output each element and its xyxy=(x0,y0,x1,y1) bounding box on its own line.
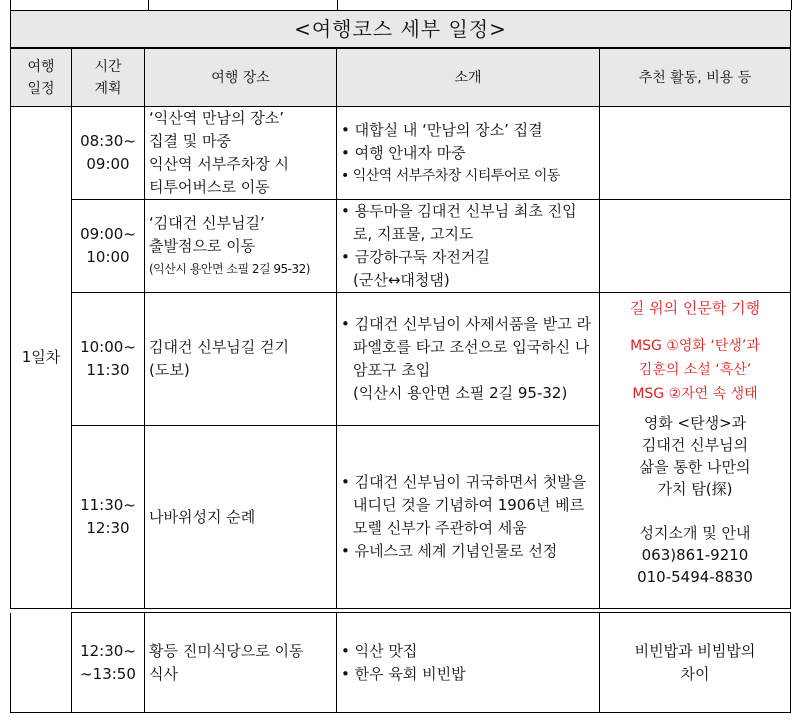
place-cell xyxy=(145,613,337,713)
time-cell: 08:30~ 09:00 xyxy=(72,107,145,200)
time-cell: 11:30~ 12:30 xyxy=(72,426,145,609)
place-line: (도보) xyxy=(149,361,190,379)
place-line: 익산역 서부주차장 시 xyxy=(149,155,289,173)
intro-cell xyxy=(337,293,600,426)
place-line: 나바위성지 순례 xyxy=(149,507,256,526)
recommend-cell-empty xyxy=(600,107,791,200)
intro-item: • 김대건 신부님이 귀국하면서 첫발을 내디딘 것을 기념하여 1906년 베르모렐 신부가 주관하여 세움 xyxy=(341,471,595,540)
table-row xyxy=(11,613,791,713)
table-row xyxy=(11,200,791,293)
place-line: ‘김대건 신부님길’ xyxy=(149,213,265,232)
place-line: ‘익산역 만남의 장소’ xyxy=(149,109,284,127)
intro-item: • 용두마을 김대건 신부님 최초 진입로, 지표물, 고지도 xyxy=(341,200,595,246)
previous-table-edge xyxy=(10,0,792,10)
place-line: 식사 xyxy=(149,664,178,683)
intro-cell xyxy=(337,107,600,200)
intro-item: • 유네스코 세계 기념인물로 선정 xyxy=(341,540,595,563)
recommend-block xyxy=(600,293,791,609)
place-cell xyxy=(145,107,337,200)
time-cell: 10:00~ 11:30 xyxy=(72,293,145,426)
intro-item: • 한우 육회 비빈밥 xyxy=(341,663,595,686)
recommend-body: 영화 <탄생>과 김대건 신부님의 삶을 통한 나만의 가치 탐(探) 성지소개 및 안내 063)861-9210 010-5494-8830 xyxy=(637,414,753,586)
recommend-msg-2: MSG ②자연 속 생태 xyxy=(632,386,758,402)
intro-item: • 여행 안내자 마중 xyxy=(341,142,595,165)
place-line: 티투어버스로 이동 xyxy=(149,178,270,196)
header-place: 여행 장소 xyxy=(145,48,337,107)
header-day: 여행 일정 xyxy=(11,48,72,107)
place-cell xyxy=(145,426,337,609)
intro-item: • 김대건 신부님이 사제서품을 받고 라파엘호를 타고 조선으로 입국하신 나암포구 초입 (익산시 용안면 소필 2길 95-32) xyxy=(341,313,595,405)
itinerary-table-lunch xyxy=(10,612,791,713)
recommend-msg-1: MSG ①영화 ‘탄생’과 김훈의 소설 ‘흑산’ xyxy=(630,338,760,378)
intro-cell xyxy=(337,426,600,609)
intro-cell xyxy=(337,613,600,713)
header-time: 시간 계획 xyxy=(72,48,145,107)
place-line: 집결 및 마중 xyxy=(149,132,231,150)
place-cell xyxy=(145,293,337,426)
place-cell xyxy=(145,200,337,293)
time-cell: 12:30~ ~13:50 xyxy=(72,613,145,713)
intro-item: • 대합실 내 ‘만남의 장소’ 집결 xyxy=(341,119,595,142)
recommend-cell: 비빈밥과 비빔밥의 차이 xyxy=(600,613,791,713)
intro-item: • 익산 맛집 xyxy=(341,640,595,663)
place-line: 김대건 신부님길 걷기 xyxy=(149,338,289,356)
day-label: 1일차 xyxy=(11,107,72,609)
intro-item: • 익산역 서부주차장 시티투어로 이동 xyxy=(341,165,595,188)
table-row xyxy=(11,107,791,200)
day-cell-continued xyxy=(11,613,72,713)
intro-item: • 금강하구둑 자전거길 (군산↔대청댐) xyxy=(341,246,595,292)
recommend-cell-empty xyxy=(600,200,791,293)
table-title: <여행코스 세부 일정> xyxy=(11,11,791,49)
intro-cell xyxy=(337,200,600,293)
time-cell: 09:00~ 10:00 xyxy=(72,200,145,293)
place-address: (익산시 용안면 소필 2길 95-32) xyxy=(149,261,310,276)
itinerary-table xyxy=(10,10,791,609)
header-recommend: 추천 활동, 비용 등 xyxy=(600,48,791,107)
header-intro: 소개 xyxy=(337,48,600,107)
table-row xyxy=(11,293,791,426)
place-line: 출발점으로 이동 xyxy=(149,236,256,255)
place-line: 황등 진미식당으로 이동 xyxy=(149,641,304,660)
recommend-heading: 길 위의 인문학 기행 xyxy=(629,299,761,317)
